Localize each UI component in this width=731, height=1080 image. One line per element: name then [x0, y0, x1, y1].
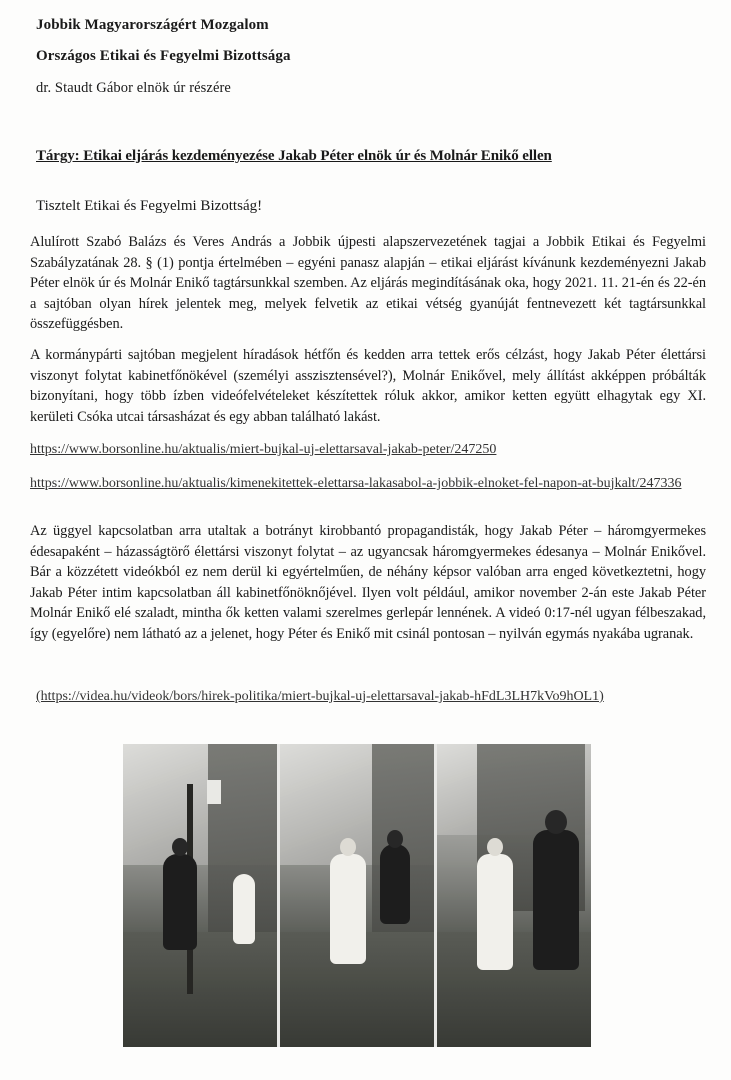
- paragraph-1: Alulírott Szabó Balázs és Veres András a Jobbik újpesti alapszervezetének tagjai a Jobbik Etikai és Fegyelmi Szabályzatának 28. § (1) pontja értelmében – egyéni panasz alapján – etikai eljárást kívánunk kezdeményezni Jakab Péter elnök úr és Molnár Enikő tagtársunkkal szemben. Az eljárás megindításának oka, hogy 2021. 11. 21-én és 22-én a sajtóban olyan hírek jelentek meg, melyek felvetik az etikai vétség gyanúját fentnevezett két tagtársunkkal összefüggésben.: [30, 234, 706, 333]
- photo-strip: [123, 744, 591, 1047]
- salutation: Tisztelt Etikai és Fegyelmi Bizottság!: [36, 198, 263, 214]
- link-borsonline-2[interactable]: https://www.borsonline.hu/aktualis/kimenekitettek-elettarsa-lakasabol-a-jobbik-elnoket-fel-napon-at-bujkalt/247336: [30, 476, 682, 491]
- org-name: Jobbik Magyarországért Mozgalom: [36, 17, 269, 33]
- link-borsonline-1[interactable]: https://www.borsonline.hu/aktualis/miert-bujkal-uj-elettarsaval-jakab-peter/247250: [30, 442, 497, 457]
- video-still-3: [437, 744, 591, 1047]
- addressee: dr. Staudt Gábor elnök úr részére: [36, 80, 231, 96]
- link-videa[interactable]: (https://videa.hu/videok/bors/hirek-politika/miert-bujkal-uj-elettarsaval-jakab-hFdL3LH7kVo9hOL1): [36, 689, 604, 704]
- video-still-2: [280, 744, 434, 1047]
- video-still-1: [123, 744, 277, 1047]
- subject-line: Tárgy: Etikai eljárás kezdeményezése Jakab Péter elnök úr és Molnár Enikő ellen: [36, 148, 552, 164]
- paragraph-2: A kormánypárti sajtóban megjelent híradások hétfőn és kedden arra tettek erős célzást, hogy Jakab Péter élettársi viszonyt folytat kabinetfőnökével (személyi asszisztensével?), Molnár Enikővel, mely állítást akképpen próbálták bizonyítani, hogy több ízben videófelvételeket készítettek róluk akkor, amikor ketten együtt elhagytak egy XI. kerületi Csóka utcai társasházat és egy abban található lakást.: [30, 347, 706, 425]
- paragraph-3: Az üggyel kapcsolatban arra utaltak a botrányt kirobbantó propagandisták, hogy Jakab Péter – háromgyermekes édesapaként – házasságtörő élettársi viszonyt folytat – az ugyancsak háromgyermekes édesanya – Molnár Enikővel. Bár a közzétett videókból ez nem derül ki egyértelműen, de néhány képsor valóban arra enged következtetni, hogy Jakab Péter intim kapcsolatban áll kabinetfőnöknőjével. Ilyen volt például, amikor november 2-án este Jakab Péter Molnár Enikő elé szaladt, mintha ők ketten valami szerelmes gerlepár lennének. A videó 0:17-nél ugyan félbeszakad, így (egyelőre) nem látható az a jelenet, hogy Péter és Enikő mit csinál pontosan – nyilván egymás nyakába ugranak.: [30, 523, 706, 642]
- committee-name: Országos Etikai és Fegyelmi Bizottsága: [36, 48, 291, 64]
